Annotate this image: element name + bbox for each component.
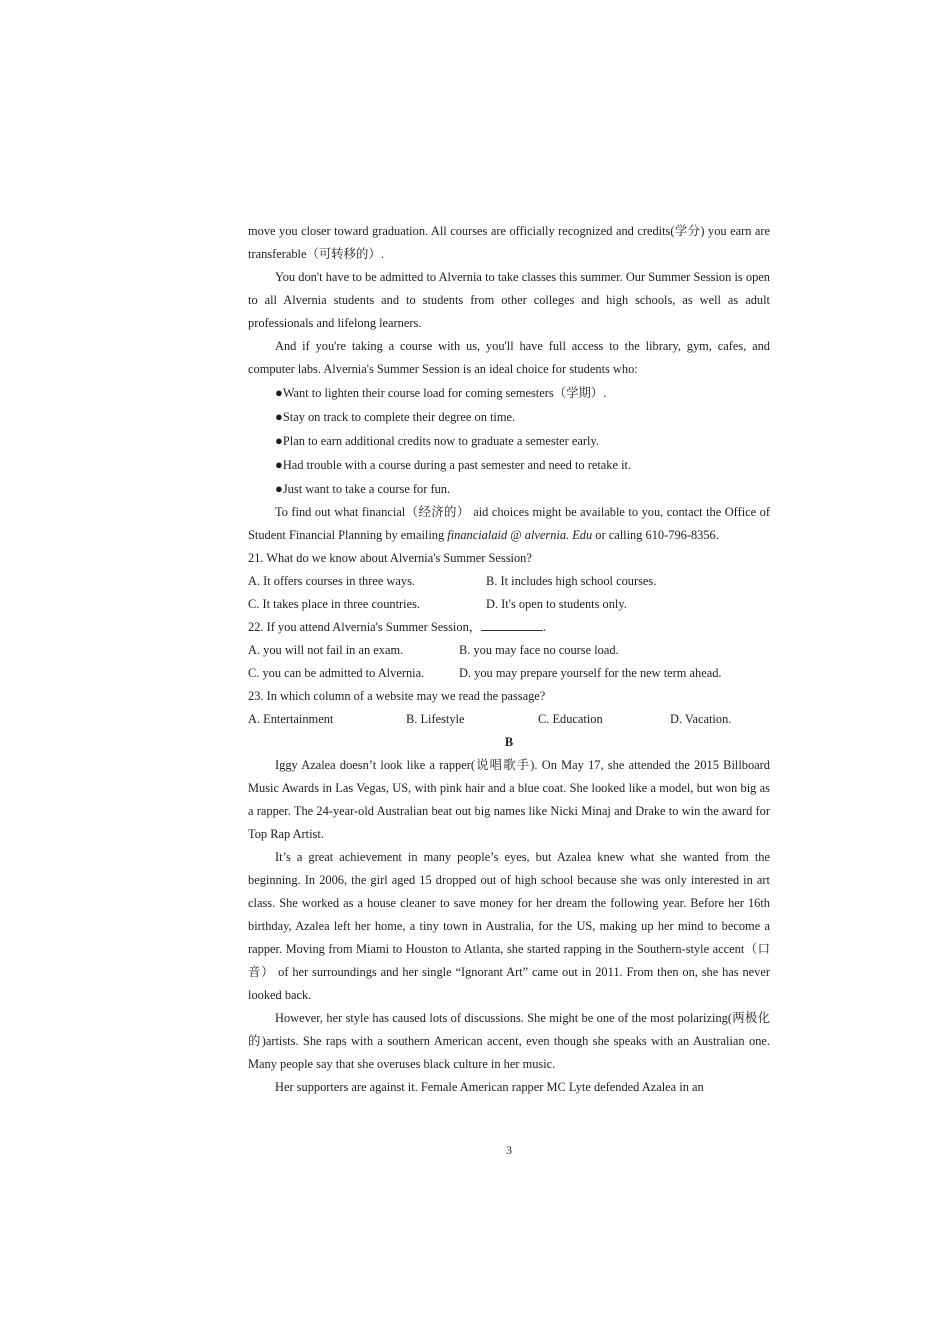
bullet-text: Just want to take a course for fun. (282, 482, 451, 496)
option-a: A. It offers courses in three ways. (248, 574, 415, 588)
bullet-item (248, 453, 770, 477)
bullet-text: Want to lighten their course load for coming semesters（学期）. (282, 386, 607, 400)
bullet-text: Plan to earn additional credits now to graduate a semester early. (282, 434, 599, 448)
bullet-icon: ● (275, 433, 283, 448)
passage-b-paragraph-1: Iggy Azalea doesn’t look like a rapper(说唱歌手). On May 17, she attended the 2015 Billboard Music Awards in Las Vegas, US, with pink hair and a blue coat. She looked like a model, but won big as a rapper. The 24-year-old Australian beat out big names like Nicki Minaj and Drake to win the award for Top Rap Artist. (248, 758, 770, 841)
question-22-stem-end: . (543, 620, 547, 634)
bullet-text: Had trouble with a course during a past semester and need to retake it. (282, 458, 632, 472)
question-22-options-row-1 (248, 639, 770, 662)
option-a: A. Entertainment (248, 712, 334, 726)
bullet-list (248, 381, 770, 501)
question-21-options-row-2 (248, 593, 770, 616)
passage-a-paragraph-2: You don't have to be admitted to Alvernia to take classes this summer. Our Summer Session is open to all Alvernia students and to students from other colleges and high schools, as well as adult professionals and lifelong learners. (248, 270, 770, 330)
option-c: C. Education (538, 712, 603, 726)
question-22-stem: 22. If you attend Alvernia's Summer Session， (248, 620, 482, 634)
passage-a-paragraph-3: And if you're taking a course with us, you'll have full access to the library, gym, cafes, and computer labs. Alvernia's Summer Session is an ideal choice for students who: (248, 339, 770, 376)
passage-b-paragraph-3: However, her style has caused lots of discussions. She might be one of the most polarizing(两极化的)artists. She raps with a southern American accent, even though she speaks with an Australian one. Many people say that she overuses black culture in her music. (248, 1011, 770, 1071)
contact-text-end: or calling 610-796-8356. (592, 528, 719, 542)
question-22-options-row-2 (248, 662, 770, 685)
option-c: C. It takes place in three countries. (248, 597, 421, 611)
question-21-stem: 21. What do we know about Alvernia's Summer Session? (248, 551, 532, 565)
question-22-stem-line (248, 616, 770, 639)
passage-a-paragraph-4 (248, 501, 770, 547)
contact-text: To find out what financial（经济的） aid choices might be available to you, contact the Office of Student Financial Planning by emailing (248, 505, 770, 542)
option-a: A. you will not fail in an exam. (248, 643, 404, 657)
bullet-icon: ● (275, 481, 283, 496)
option-d: D. you may prepare yourself for the new term ahead. (459, 666, 722, 680)
bullet-item (248, 429, 770, 453)
question-23-stem: 23. In which column of a website may we read the passage? (248, 689, 546, 703)
answer-blank (481, 616, 543, 631)
option-b: B. you may face no course load. (459, 643, 619, 657)
passage-b-paragraph-2: It’s a great achievement in many people’s eyes, but Azalea knew what she wanted from the beginning. In 2006, the girl aged 15 dropped out of high school because she was only interested in art class. She worked as a house cleaner to save money for her dream the following year. Before her 16th birthday, Azalea left her home, a tiny town in Australia, for the US, making up her mind to become a rapper. Moving from Miami to Houston to Atlanta, she started rapping in the Southern-style accent（口音） of her surroundings and her single “Ignorant Art” came out in 2011. From then on, she has never looked back. (248, 850, 770, 1002)
bullet-icon: ● (275, 385, 283, 400)
question-23-options (248, 708, 770, 731)
bullet-icon: ● (275, 409, 283, 424)
bullet-item (248, 405, 770, 429)
page-number: 3 (506, 1143, 512, 1157)
option-b: B. It includes high school courses. (486, 574, 657, 588)
option-b: B. Lifestyle (406, 712, 465, 726)
option-d: D. It's open to students only. (486, 597, 627, 611)
passage-b-paragraph-4: Her supporters are against it. Female American rapper MC Lyte defended Azalea in an (275, 1080, 704, 1094)
section-heading: B (504, 735, 514, 749)
passage-a-paragraph-1: move you closer toward graduation. All courses are officially recognized and credits(学分) you earn are transferable（可转移的）. (248, 224, 770, 261)
bullet-item (248, 381, 770, 405)
question-21-options-row-1 (248, 570, 770, 593)
option-c: C. you can be admitted to Alvernia. (248, 666, 425, 680)
email-address: financialaid @ alvernia. Edu (447, 528, 593, 542)
bullet-icon: ● (275, 457, 283, 472)
bullet-text: Stay on track to complete their degree on time. (282, 410, 516, 424)
bullet-item (248, 477, 770, 501)
option-d: D. Vacation. (670, 712, 732, 726)
document-page (248, 220, 770, 1099)
